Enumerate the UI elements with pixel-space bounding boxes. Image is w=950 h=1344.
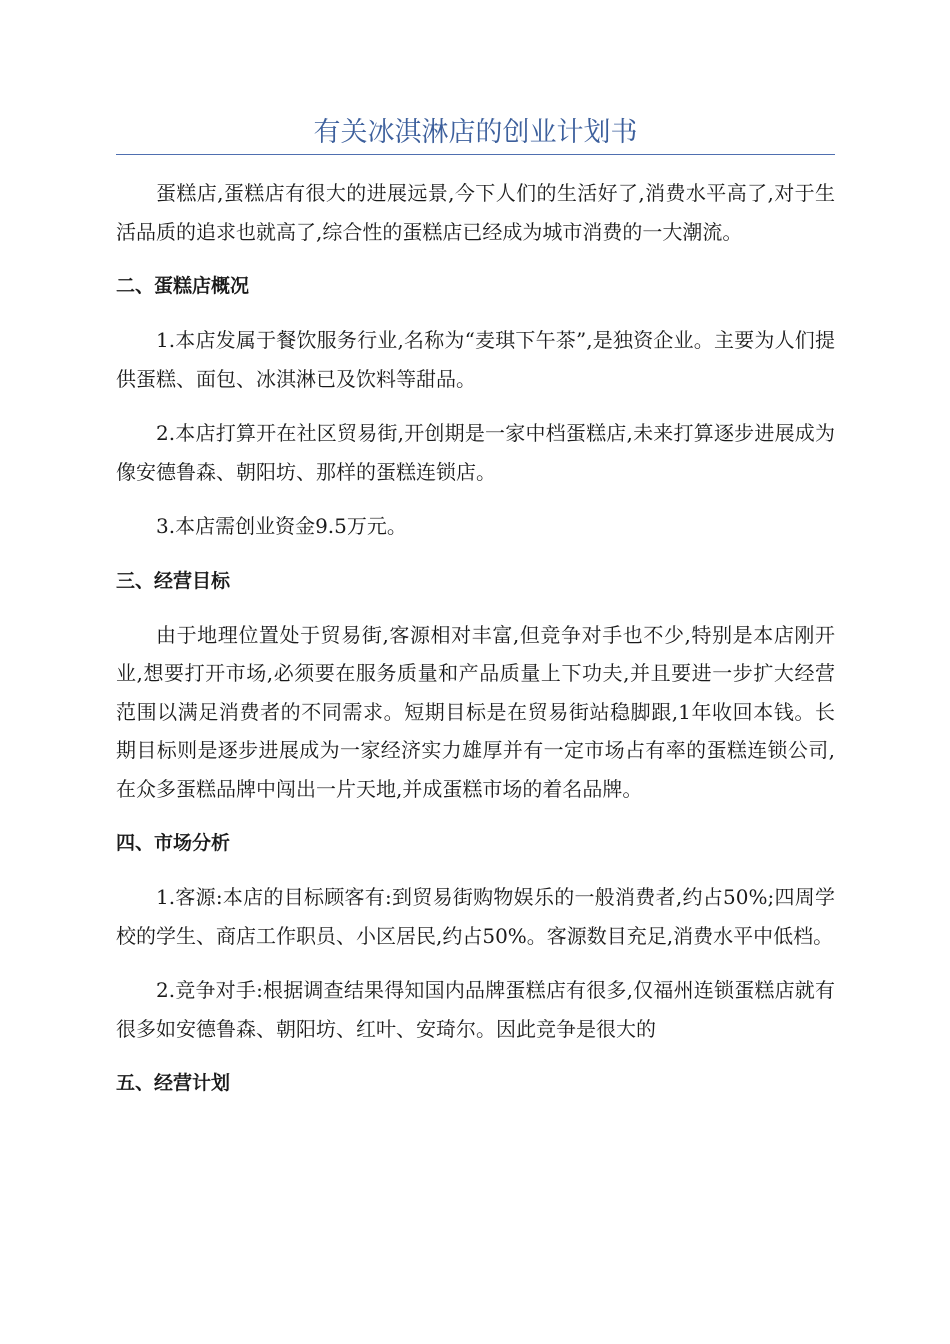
section-heading-goals: 三、经营目标 — [116, 569, 231, 592]
section-heading-plan: 五、经营计划 — [116, 1072, 231, 1094]
document-title: 有关冰淇淋店的创业计划书 — [313, 117, 638, 148]
market-paragraph-2: 2.竞争对手:根据调查结果得知国内品牌蛋糕店有很多,仅福州连锁蛋糕店就有很多如安德鲁森、朝阳坊、红叶、安琦尔。因此竞争是很大的 — [116, 978, 835, 1041]
section-heading-overview: 二、蛋糕店概况 — [116, 275, 250, 297]
overview-paragraph-3: 3.本店需创业资金9.5万元。 — [156, 514, 407, 538]
intro-paragraph: 蛋糕店,蛋糕店有很大的进展远景,今下人们的生活好了,消费水平高了,对于生活品质的追求也就高了,综合性的蛋糕店已经成为城市消费的一大潮流。 — [116, 181, 835, 244]
title-underline — [116, 154, 835, 155]
overview-paragraph-2: 2.本店打算开在社区贸易街,开创期是一家中档蛋糕店,未来打算逐步进展成为像安德鲁森、朝阳坊、那样的蛋糕连锁店。 — [116, 421, 835, 484]
goals-paragraph: 由于地理位置处于贸易街,客源相对丰富,但竞争对手也不少,特别是本店刚开业,想要打开市场,必须要在服务质量和产品质量上下功夫,并且要进一步扩大经营范围以满足消费者的不同需求。短期目标是在贸易街站稳脚跟,1年收回本钱。长期目标则是逐步进展成为一家经济实力雄厚并有一定市场占有率的蛋糕连锁公司,在众多蛋糕品牌中闯出一片天地,并成蛋糕市场的着名品牌。 — [116, 622, 835, 801]
market-paragraph-1: 1.客源:本店的目标顾客有:到贸易街购物娱乐的一般消费者,约占50%;四周学校的学生、商店工作职员、小区居民,约占50%。客源数目充足,消费水平中低档。 — [116, 885, 835, 948]
section-heading-market: 四、市场分析 — [116, 832, 231, 854]
overview-paragraph-1: 1.本店发属于餐饮服务行业,名称为“麦琪下午茶”,是独资企业。主要为人们提供蛋糕、面包、冰淇淋已及饮料等甜品。 — [116, 328, 835, 391]
document-body — [116, 174, 835, 1118]
